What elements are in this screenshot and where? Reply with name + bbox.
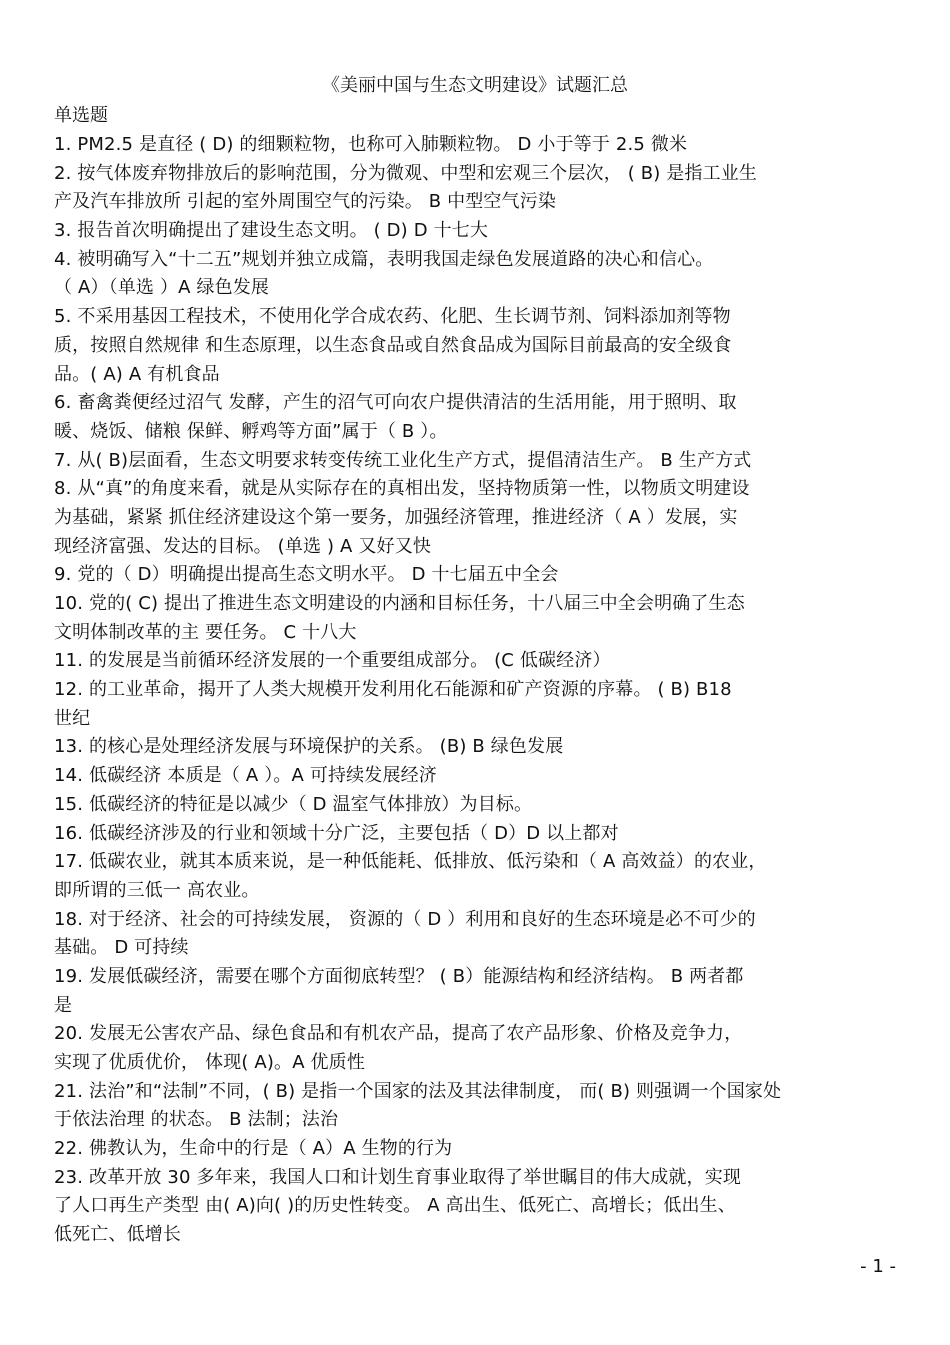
text-line: 质，按照自然规律 和生态原理，以生态食品或自然食品成为国际目前最高的安全级食 [54, 334, 732, 356]
text-line: 为基础，紧紧 抓住经济建设这个第一要务，加强经济管理，推进经济（ A ）发展，实 [54, 506, 738, 528]
text-line: 文明体制改革的主 要任务。 C 十八大 [54, 621, 357, 643]
text-line: 3. 报告首次明确提出了建设生态文明。 ( D) D 十七大 [54, 220, 489, 242]
text-line: 15. 低碳经济的特征是以减少（ D 温室气体排放）为目标。 [54, 793, 533, 815]
text-line: 世纪 [54, 707, 91, 729]
text-line: 21. 法治”和“法制”不同，( B) 是指一个国家的法及其法律制度， 而( B) 则强调一个国家处 [54, 1080, 782, 1102]
question-list [54, 131, 904, 1250]
text-line: 现经济富强、发达的目标。 (单选 ) A 又好又快 [54, 535, 431, 557]
text-line: 10. 党的( C) 提出了推进生态文明建设的内涵和目标任务，十八届三中全会明确了生态 [54, 593, 745, 614]
text-line: 即所谓的三低一 高农业。 [54, 879, 260, 901]
text-line: 17. 低碳农业，就其本质来说，是一种低能耗、低排放、低污染和（ A 高效益）的农业， [54, 851, 767, 873]
text-line: 19. 发展低碳经济，需要在哪个方面彻底转型？ ( B）能源结构和经济结构。 B 两者都 [54, 965, 744, 987]
text-line: 4. 被明确写入“十二五”规划并独立成篇，表明我国走绿色发展道路的决心和信心。 [54, 248, 714, 270]
text-line: 品。( A) A 有机食品 [54, 363, 220, 385]
text-line: 6. 畜禽粪便经过沼气 发酵，产生的沼气可向农户提供清洁的生活用能，用于照明、取 [54, 392, 737, 414]
section-heading: 单选题 [54, 105, 108, 126]
text-line: 7. 从( B)层面看，生态文明要求转变传统工业化生产方式，提倡清洁生产。 B 生产方式 [54, 449, 752, 471]
text-line: 实现了优质优价， 体现( A)。A 优质性 [54, 1052, 365, 1073]
text-line: 基础。 D 可持续 [54, 937, 189, 959]
text-line: 11. 的发展是当前循环经济发展的一个重要组成部分。 (C 低碳经济） [54, 650, 611, 672]
text-line: 产及汽车排放所 引起的室外周围空气的污染。 B 中型空气污染 [54, 191, 557, 213]
text-line: 8. 从“真”的角度来看，就是从实际存在的真相出发，坚持物质第一性，以物质文明建设 [54, 478, 750, 500]
text-line: 12. 的工业革命，揭开了人类大规模开发利用化石能源和矿产资源的序幕。 ( B) B18 [54, 679, 732, 701]
text-line: 16. 低碳经济涉及的行业和领域十分广泛，主要包括（ D）D 以上都对 [54, 822, 619, 844]
text-line: 5. 不采用基因工程技术，不使用化学合成农药、化肥、生长调节剂、饲料添加剂等物 [54, 306, 731, 328]
text-line: 23. 改革开放 30 多年来，我国人口和计划生育事业取得了举世瞩目的伟大成就，实现 [54, 1166, 741, 1188]
text-line: 18. 对于经济、社会的可持续发展， 资源的（ D ）利用和良好的生态环境是必不可少的 [54, 908, 756, 930]
text-line: 13. 的核心是处理经济发展与环境保护的关系。 (B) B 绿色发展 [54, 736, 564, 758]
page-number: - 1 - [860, 1256, 896, 1277]
text-line: 了人口再生产类型 由( A)向( )的历史性转变。 A 高出生、低死亡、高增长；低出生、 [54, 1195, 736, 1217]
text-line: 暖、烧饭、储粮 保鲜、孵鸡等方面”属于（ B ）。 [54, 420, 448, 442]
text-line: 于依法治理 的状态。 B 法制；法治 [54, 1109, 339, 1131]
text-line: 是 [54, 994, 73, 1016]
text-line: 20. 发展无公害农产品、绿色食品和有机农产品，提高了农产品形象、价格及竞争力， [54, 1023, 743, 1045]
text-line: （ A）（单选 ）A 绿色发展 [54, 277, 270, 299]
text-line: 9. 党的（ D）明确提出提高生态文明水平。 D 十七届五中全会 [54, 564, 559, 586]
text-line: 22. 佛教认为，生命中的行是（ A）A 生物的行为 [54, 1138, 453, 1160]
document-title: 《美丽中国与生态文明建设》试题汇总 [322, 75, 628, 96]
text-line: 14. 低碳经济 本质是（ A ）。A 可持续发展经济 [54, 765, 437, 787]
text-line: 1. PM2.5 是直径 ( D) 的细颗粒物，也称可入肺颗粒物。 D 小于等于 2.5 微米 [54, 134, 688, 155]
text-line: 2. 按气体废弃物排放后的影响范围，分为微观、中型和宏观三个层次， ( B) 是指工业生 [54, 162, 758, 184]
text-line: 低死亡、低增长 [54, 1224, 182, 1246]
